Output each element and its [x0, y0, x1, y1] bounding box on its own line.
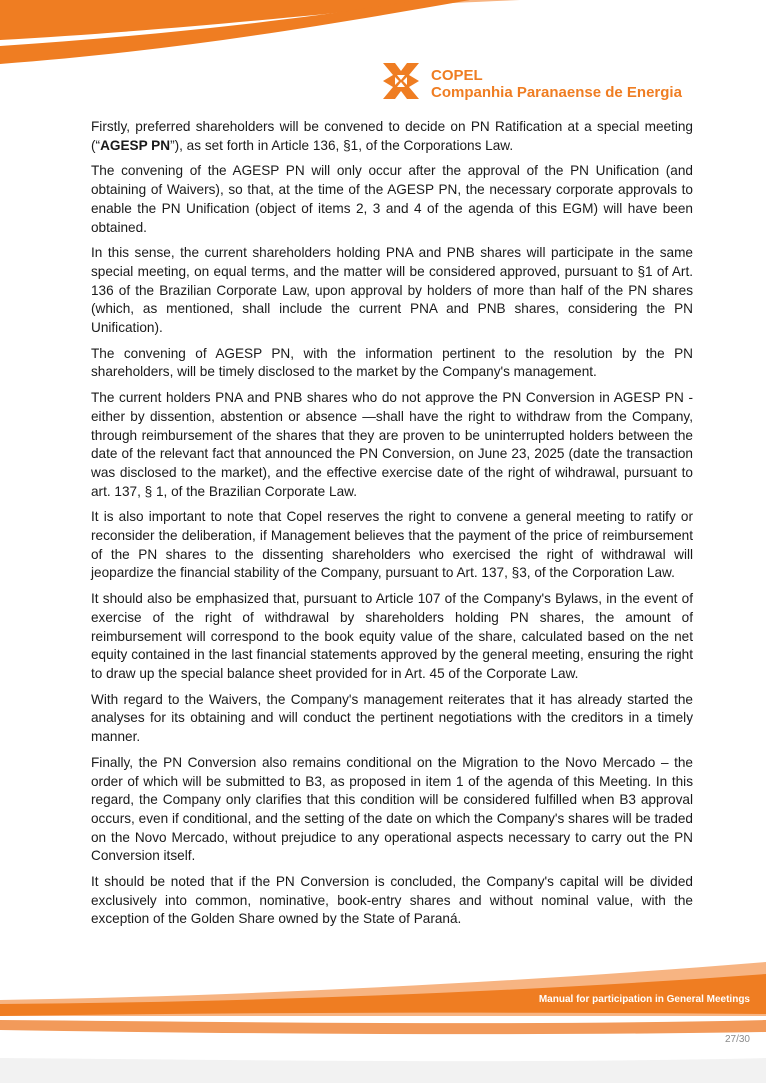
brand-full-name: Companhia Paranaense de Energia: [431, 84, 682, 101]
paragraph-7: It should also be emphasized that, pursuant to Article 107 of the Company's Bylaws, in the event of exercise of the right of withdrawal by shareholders holding PN shares, the amount of reimbursement will correspond to the book equity value of the share, calculated based on the net equity contained in the last financial statements approved by the general meeting, ensuring the right to draw up the special balance sheet provided for in Art. 45 of the Corporate Law.: [91, 591, 693, 681]
paragraph-2: The convening of the AGESP PN will only occur after the approval of the PN Unification (and obtaining of Waivers), so that, at the time of the AGESP PN, the necessary corporate approvals to enable the PN Unification (object of items 2, 3 and 4 of the agenda of this EGM) will have been obtained.: [91, 163, 693, 235]
company-logo: [381, 60, 701, 104]
copel-logo-icon: [381, 61, 421, 101]
page-number: 27/30: [724, 1034, 750, 1045]
brand-short-name: COPEL: [431, 67, 483, 84]
paragraph-9: Finally, the PN Conversion also remains conditional on the Migration to the Novo Mercado – the order of which will be submitted to B3, as proposed in item 1 of the agenda of this Meeting. In this regard, the Company only clarifies that this condition will be considered fulfilled when B3 approval occurs, even if conditional, and the setting of the date on which the Company's shares will be traded on the Novo Mercado, without prejudice to any operational aspects necessary to carry out the PN Conversion itself.: [91, 754, 693, 864]
paragraph-10: It should be noted that if the PN Conversion is concluded, the Company's capital will be divided exclusively into common, nominative, book-entry shares and without nominal value, with the exception of the Golden Share owned by the State of Paraná.: [91, 874, 693, 927]
paragraph-4: The convening of AGESP PN, with the information pertinent to the resolution by the PN shareholders, will be timely disclosed to the market by the Company's management.: [91, 345, 693, 380]
footer-document-title: Manual for participation in General Meetings: [538, 994, 750, 1005]
paragraph-8: With regard to the Waivers, the Company's management reiterates that it has already started the analyses for its obtaining and will conduct the pertinent negotiations with the creditors in a timely manner.: [91, 691, 693, 745]
paragraph-1: [91, 118, 693, 155]
footer-orange-band: [0, 960, 766, 1083]
document-body: [91, 118, 693, 936]
paragraph-3: In this sense, the current shareholders holding PNA and PNB shares will participate in the same special meeting, on equal terms, and the matter will be considered approved, pursuant to §1 of Art. 136 of the Brazilian Corporate Law, upon approval by holders of more than half of the PN shares (which, as mentioned, shall include the current PNA and PNB shares, considering the PN Unification).: [91, 245, 693, 336]
paragraph-6: It is also important to note that Copel reserves the right to convene a general meeting to ratify or reconsider the deliberation, if Management believes that the payment of the price of reimbursement of the PN shares to the dissenting shareholders who exercised the right of withdrawal will jeopardize the financial stability of the Company, pursuant to Art. 137, §3, of the Corporation Law.: [91, 509, 693, 581]
paragraph-1-end: ”), as set forth in Article 136, §1, of the Corporations Law.: [170, 137, 514, 153]
paragraph-5: The current holders PNA and PNB shares who do not approve the PN Conversion in AGESP PN - either by dissention, abstention or absence —shall have the right to withdraw from the Company, through reimbursement of the shares that they are proven to be uninterrupted holders between the date of the relevant fact that announced the PN Conversion, on June 23, 2025 (date the transaction was disclosed to the market), and the effective exercise date of the right of wihdrawal, pursuant to art. 137, § 1, of the Brazilian Corporate Law.: [91, 390, 693, 499]
agesp-pn-term: AGESP PN: [100, 137, 171, 153]
paragraph-1-start: Firstly, preferred shareholders will be convened to decide on PN Ratification at a special meeting (“: [91, 119, 693, 153]
